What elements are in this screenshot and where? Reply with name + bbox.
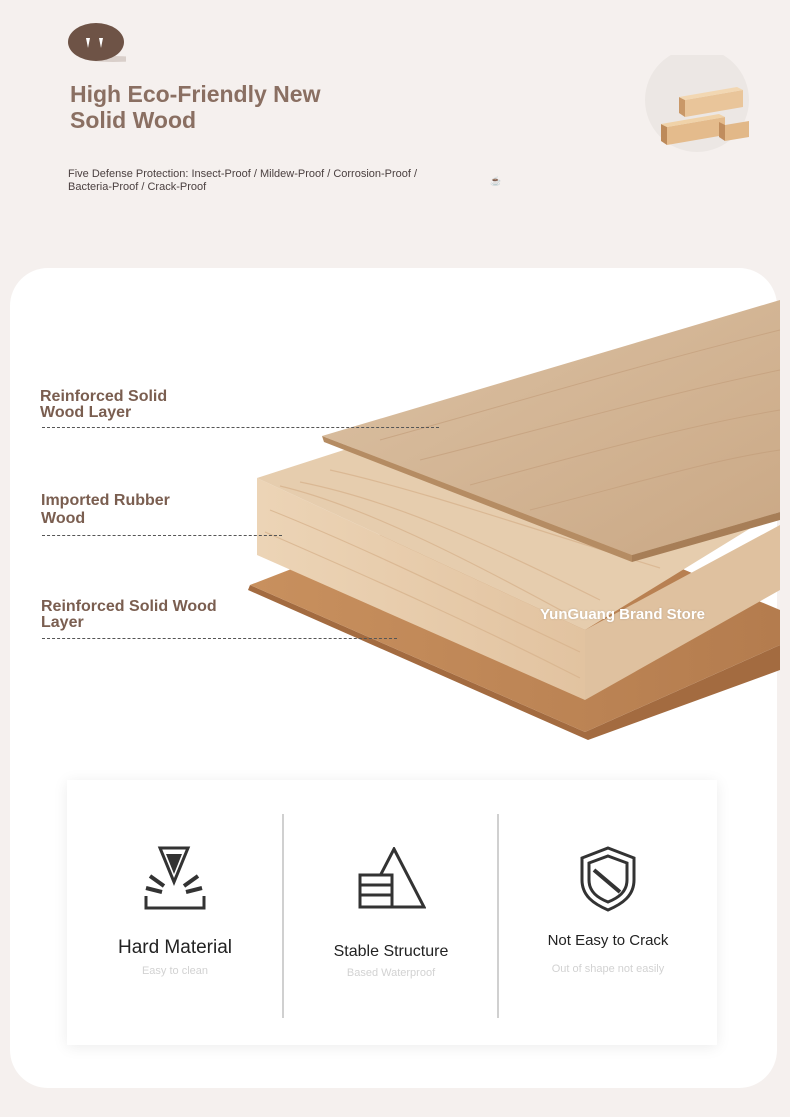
- wood-planks-icon: [645, 55, 753, 153]
- layer-label-top-line1: Reinforced Solid: [40, 388, 168, 405]
- layer-label-middle: [41, 492, 170, 528]
- cup-icon: ☕: [490, 176, 502, 186]
- feature-hard-material: [67, 780, 283, 1045]
- layer-label-top: [40, 389, 167, 421]
- feature-title: Hard Material: [117, 937, 233, 958]
- title-line-1: High Eco-Friendly New: [70, 81, 321, 107]
- quote-mark-icon: [68, 22, 126, 62]
- page-title: [70, 81, 370, 133]
- layer-label-middle-line1: Imported Rubber: [41, 492, 170, 509]
- subtitle-line-2: Bacteria-Proof / Crack-Proof: [68, 180, 207, 193]
- feature-title: Stable Structure: [333, 943, 449, 960]
- title-line-2: Solid Wood: [70, 107, 197, 133]
- feature-subtitle: Easy to clean: [141, 965, 209, 977]
- feature-subtitle: Based Waterproof: [346, 967, 436, 979]
- layer-label-top-line2: Wood Layer: [40, 404, 132, 421]
- layer-label-middle-line2: Wood: [41, 510, 86, 527]
- subtitle-line-1: Five Defense Protection: Insect-Proof / Mildew-Proof / Corrosion-Proof /: [68, 168, 418, 180]
- features-panel: [67, 780, 717, 1045]
- store-watermark: YunGuang Brand Store: [540, 606, 706, 623]
- layer-pointer-top: [42, 427, 439, 428]
- layer-pointer-bottom: [42, 638, 397, 639]
- layer-label-bottom: [41, 599, 217, 631]
- layer-label-bottom-line1: Reinforced Solid Wood: [41, 598, 217, 615]
- layer-pointer-middle: [42, 535, 282, 536]
- stacked-triangle-icon: [356, 847, 426, 913]
- feature-subtitle: Out of shape not easily: [551, 963, 665, 975]
- feature-stable-structure: [284, 780, 498, 1045]
- page-subtitle: [68, 168, 478, 193]
- layer-label-bottom-line2: Layer: [41, 614, 84, 631]
- shield-icon: [578, 846, 638, 912]
- pressure-press-icon: [142, 846, 208, 912]
- feature-title: Not Easy to Crack: [547, 932, 669, 949]
- wood-board-image: [240, 300, 780, 740]
- feature-not-easy-crack: [499, 780, 717, 1045]
